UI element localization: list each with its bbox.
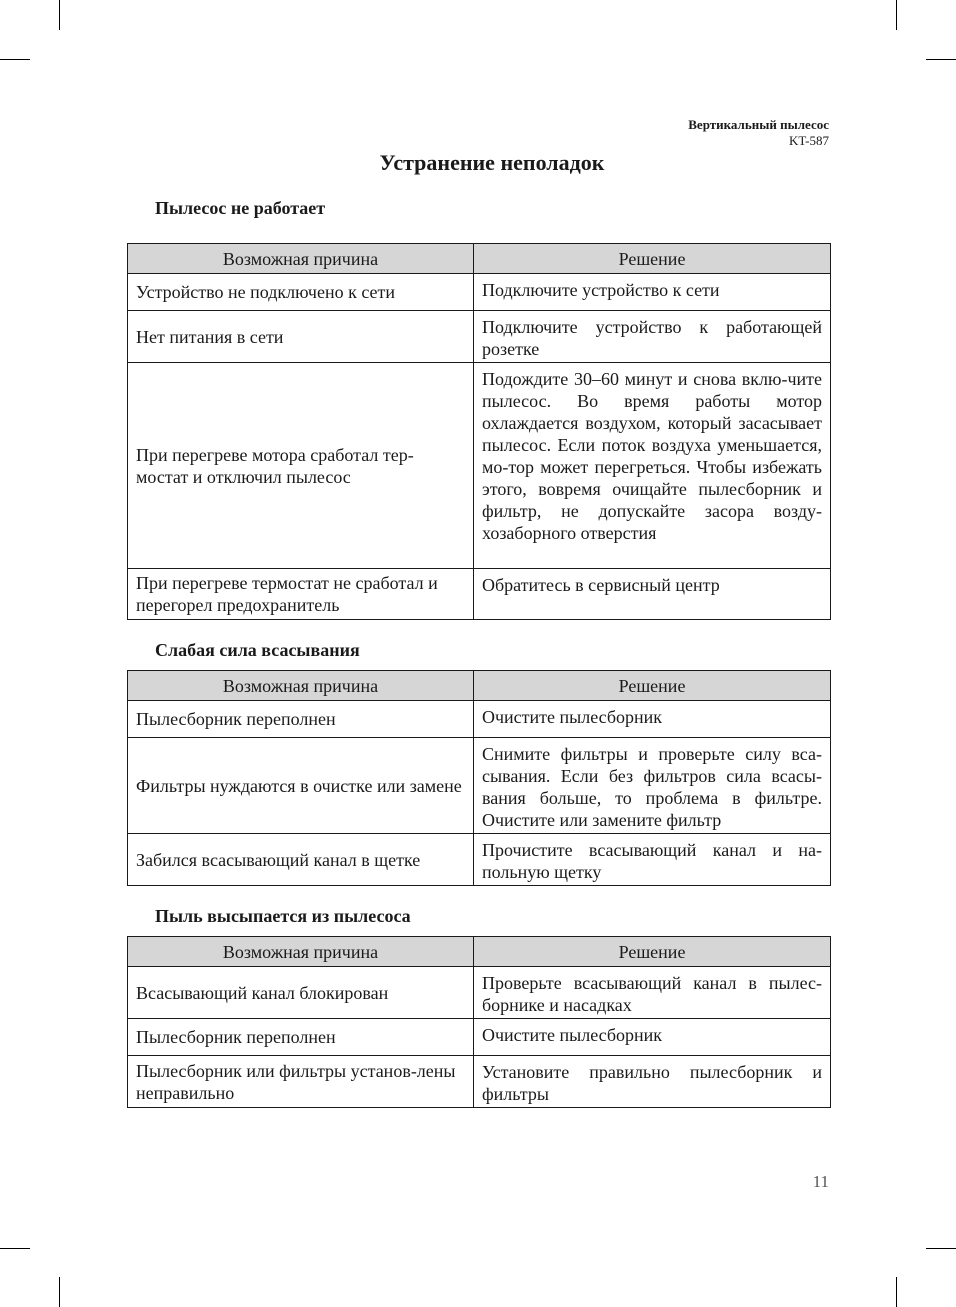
solution-cell: Прочистите всасывающий канал и на-польную щетку: [474, 834, 831, 886]
table-header-row: [128, 671, 831, 701]
solution-cell: Подключите устройство к сети: [474, 274, 831, 311]
solution-cell: Установите правильно пылесборник и фильтры: [474, 1056, 831, 1108]
solution-cell: Очистите пылесборник: [474, 701, 831, 738]
crop-mark: [0, 59, 30, 60]
page-number: 11: [812, 1172, 829, 1191]
table-row: [128, 1019, 831, 1056]
solution-cell: Обратитесь в сервисный центр: [474, 569, 831, 620]
cause-cell: При перегреве мотора сработал тер-мостат и отключил пылесос: [128, 363, 474, 569]
cause-cell: Пылесборник или фильтры установ-лены неправильно: [128, 1056, 474, 1108]
column-header-solution: Решение: [474, 937, 831, 967]
solution-cell: Проверьте всасывающий канал в пылес-борнике и насадках: [474, 967, 831, 1019]
header-model-number: KT-587: [789, 133, 829, 148]
cause-cell: Фильтры нуждаются в очистке или замене: [128, 738, 474, 834]
column-header-cause: Возможная причина: [128, 937, 474, 967]
column-header-cause: Возможная причина: [128, 244, 474, 274]
table-header-row: [128, 244, 831, 274]
solution-cell: Подождите 30–60 минут и снова вклю-чите пылесос. Во время работы мотор охлаждается воздухом, который засасывает пылесос. Если поток воздуха уменьшается, мо-тор может перегреться. Чтобы избежать этого, вовремя очищайте пылесборник и фильтр, не допускайте засора возду-хозаборного отверстия: [474, 363, 831, 569]
table-row: [128, 701, 831, 738]
section-title-weak-suction: Слабая сила всасывания: [155, 640, 360, 660]
section-title-dust-spills: Пыль высыпается из пылесоса: [155, 906, 411, 926]
solution-cell: Очистите пылесборник: [474, 1019, 831, 1056]
crop-mark: [926, 59, 956, 60]
column-header-solution: Решение: [474, 244, 831, 274]
table-header-row: [128, 937, 831, 967]
header-product-name: Вертикальный пылесос: [688, 117, 829, 132]
cause-cell: При перегреве термостат не сработал и перегорел предохранитель: [128, 569, 474, 620]
crop-mark: [59, 0, 60, 30]
page-title: Устранение неполадок: [379, 150, 605, 175]
table-row: [128, 311, 831, 363]
cause-cell: Нет питания в сети: [128, 311, 474, 363]
troubleshooting-table-not-working: [127, 243, 831, 620]
section-title-not-working: Пылесос не работает: [155, 198, 326, 218]
table-row: [128, 274, 831, 311]
crop-mark: [0, 1248, 30, 1249]
cause-cell: Пылесборник переполнен: [128, 701, 474, 738]
crop-mark: [896, 0, 897, 30]
solution-cell: Подключите устройство к работающей розетке: [474, 311, 831, 363]
table-row: [128, 834, 831, 886]
table-row: [128, 363, 831, 569]
table-row: [128, 1056, 831, 1108]
solution-cell: Снимите фильтры и проверьте силу вса-сывания. Если без фильтров сила всасы-вания больше, то проблема в фильтре. Очистите или замените фильтр: [474, 738, 831, 834]
crop-mark: [896, 1277, 897, 1307]
table-row: [128, 738, 831, 834]
column-header-cause: Возможная причина: [128, 671, 474, 701]
troubleshooting-table-dust-spills: [127, 936, 831, 1108]
cause-cell: Всасывающий канал блокирован: [128, 967, 474, 1019]
cause-cell: Забился всасывающий канал в щетке: [128, 834, 474, 886]
table-row: [128, 569, 831, 620]
cause-cell: Устройство не подключено к сети: [128, 274, 474, 311]
crop-mark: [926, 1248, 956, 1249]
troubleshooting-table-weak-suction: [127, 670, 831, 886]
cause-cell: Пылесборник переполнен: [128, 1019, 474, 1056]
crop-mark: [59, 1277, 60, 1307]
table-row: [128, 967, 831, 1019]
column-header-solution: Решение: [474, 671, 831, 701]
